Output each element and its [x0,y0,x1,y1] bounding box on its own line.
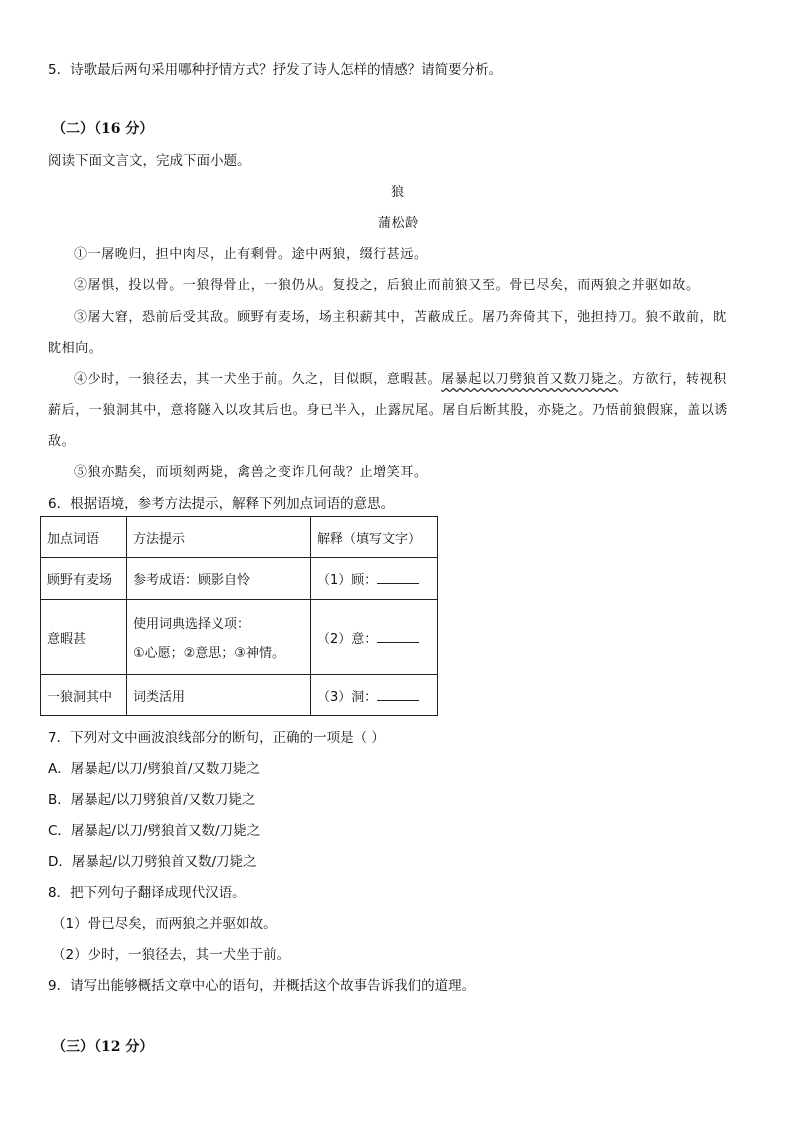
table-cell-word: 一狼洞其中 [41,675,127,716]
passage-author: 蒲松龄 [378,216,419,231]
passage-paragraph-4-line-2: 薪后，一狼洞其中，意将隧入以攻其后也。身已半入，止露尻尾。屠自后断其股，亦毙之。乃悟前狼假寐，盖以诱 [48,403,729,418]
passage-paragraph-4-line-1 [74,368,727,387]
option-b[interactable]: B．屠暴起/以刀劈狼首/又数刀毙之 [48,792,256,808]
question-8-part-1: （1）骨已尽矣，而两狼之并驱如故。 [52,916,277,932]
section-3-heading: （三）（12 分） [52,1039,154,1055]
option-a[interactable]: A．屠暴起/以刀/劈狼首/又数刀毙之 [48,761,260,777]
question-5: 5．诗歌最后两句采用哪种抒情方式？抒发了诗人怎样的情感？请简要分析。 [48,62,503,78]
table-header-cell: 方法提示 [127,517,311,558]
table-row [41,600,438,675]
answer-blank[interactable] [377,630,419,643]
question-7: 7．下列对文中画波浪线部分的断句，正确的一项是（ ） [48,730,385,746]
answer-label: （1）顾： [317,573,378,588]
passage-p4-text-b: 。方欲行，转视积 [618,372,727,387]
answer-blank[interactable] [377,571,419,584]
vocab-table [40,516,438,716]
wavy-underlined-sentence: 屠暴起以刀劈狼首又数刀毙之 [441,372,619,387]
table-cell-answer[interactable] [311,558,438,600]
passage-paragraph-4-line-3: 敌。 [48,434,76,449]
option-c[interactable]: C．屠暴起/以刀/劈狼首又数/刀毙之 [48,823,261,839]
passage-paragraph-2: ②屠惧，投以骨。一狼得骨止，一狼仍从。复投之，后狼止而前狼又至。骨已尽矣，而两狼之并驱如故。 [74,278,700,293]
question-6: 6．根据语境，参考方法提示，解释下列加点词语的意思。 [48,496,395,512]
answer-label: （2）意： [317,631,378,647]
question-9: 9．请写出能够概括文章中心的语句，并概括这个故事告诉我们的道理。 [48,978,476,994]
question-8: 8．把下列句子翻译成现代汉语。 [48,885,246,901]
hint-line-2: ①心愿；②意思；③神情。 [133,646,285,661]
reading-instruction: 阅读下面文言文，完成下面小题。 [48,153,251,169]
option-d[interactable]: D．屠暴起/以刀劈狼首又数/刀毙之 [48,854,257,870]
table-header-cell: 加点词语 [41,517,127,558]
passage-paragraph-5: ⑤狼亦黠矣，而顷刻两毙，禽兽之变诈几何哉？止增笑耳。 [74,465,428,480]
table-row [41,675,438,716]
table-cell-hint [127,600,311,675]
passage-paragraph-3-line-1: ③屠大窘，恐前后受其敌。顾野有麦场，场主积薪其中，苫蔽成丘。屠乃奔倚其下，弛担持刀。狼不敢前，眈 [74,310,727,325]
hint-line-1: 使用词典选择义项： [133,617,251,632]
section-2-heading: （二）（16 分） [52,121,154,137]
answer-blank[interactable] [377,688,419,701]
table-cell-word: 意暇甚 [41,600,127,675]
table-cell-word: 顾野有麦场 [41,558,127,600]
table-cell-answer[interactable] [311,600,438,675]
passage-paragraph-1: ①一屠晚归，担中肉尽，止有剩骨。途中两狼，缀行甚远。 [74,247,428,262]
table-cell-hint: 词类活用 [127,675,311,716]
table-cell-hint: 参考成语：顾影自怜 [127,558,311,600]
table-header-cell: 解释（填写文字） [311,517,438,558]
question-8-part-2: （2）少时，一狼径去，其一犬坐于前。 [52,947,291,963]
answer-label: （3）洞： [317,689,378,705]
table-cell-answer[interactable] [311,675,438,716]
passage-title: 狼 [391,185,405,200]
table-row [41,558,438,600]
passage-p4-text-a: ④少时，一狼径去，其一犬坐于前。久之，目似瞑，意暇甚。 [74,372,442,387]
passage-paragraph-3-line-2: 眈相向。 [48,341,103,356]
table-header-row [41,517,438,558]
